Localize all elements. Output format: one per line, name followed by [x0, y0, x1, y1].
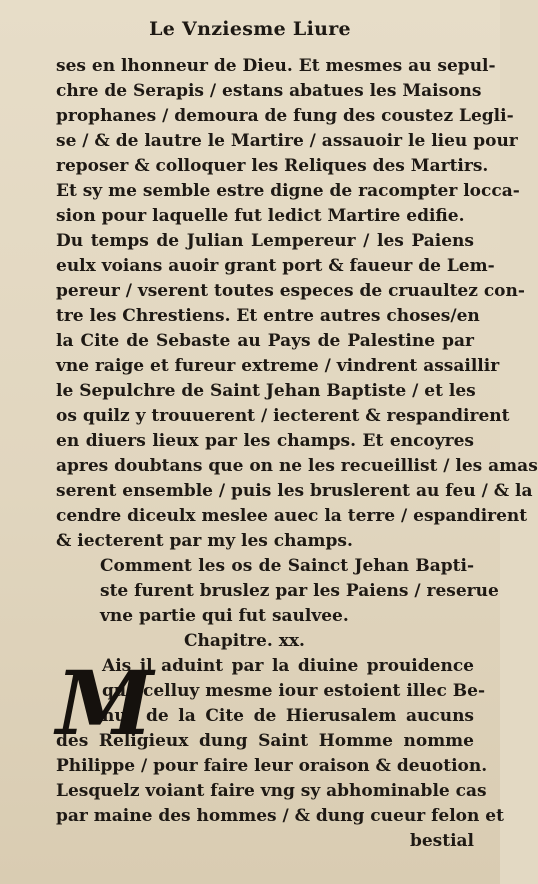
- text-line: vne raige et fureur extreme / vindrent assaillir: [56, 356, 500, 376]
- text-line: eulx voians auoir grant port & faueur de Lem-: [56, 256, 495, 276]
- text-line: prophanes / demoura de fung des coustez Legli-: [56, 106, 514, 126]
- chapter-heading: [56, 554, 499, 629]
- text-line: par maine des hommes / & dung cueur felon et: [56, 806, 504, 826]
- text-line: serent ensemble / puis les bruslerent au feu / & la: [56, 481, 533, 501]
- text-line: se / & de lautre le Martire / assauoir le lieu pour: [56, 131, 518, 151]
- text-line: Et sy me semble estre digne de racompter locca-: [56, 181, 520, 201]
- text-line: sion pour laquelle fut ledict Martire edifie.: [56, 206, 465, 226]
- text-line: Comment les os de Sainct Jehan Bapti-: [100, 556, 474, 576]
- text-line: apres doubtans que on ne les recueillist / les amas: [56, 456, 538, 476]
- text-line: tre les Chrestiens. Et entre autres choses/en: [56, 306, 480, 326]
- text-line: vne partie qui fut saulvee.: [100, 606, 349, 626]
- text-line: os quilz y trouuerent / iecterent & respandirent: [56, 406, 510, 426]
- text-line: la Cite de Sebaste au Pays de Palestine par: [56, 331, 474, 351]
- text-line: Philippe / pour faire leur oraison & deuotion.: [56, 756, 488, 776]
- paragraph-2: [56, 229, 538, 554]
- text-line: chre de Serapis / estans abatues les Maisons: [56, 81, 482, 101]
- text-line: & iecterent par my les champs.: [56, 531, 353, 551]
- text-line: ste furent bruslez par les Paiens / reserue: [100, 581, 499, 601]
- drop-cap: M: [56, 651, 154, 755]
- text-line: Ais il aduint par la diuine prouidence: [102, 656, 474, 676]
- catchword: bestial: [409, 831, 474, 851]
- text-line: que celluy mesme iour estoient illec Be-: [102, 681, 486, 701]
- chapter-label: Chapitre. xx.: [184, 631, 305, 651]
- paragraph-1: [56, 54, 520, 229]
- running-head: Le Vnziesme Liure: [149, 18, 351, 40]
- text-line: nuz de la Cite de Hierusalem aucuns: [102, 706, 474, 726]
- text-line: Du temps de Julian Lempereur / les Paiens: [56, 231, 474, 251]
- text-line: des Religieux dung Saint Homme nomme: [56, 731, 474, 751]
- text-line: le Sepulchre de Saint Jehan Baptiste / et les: [56, 381, 476, 401]
- text-line: pereur / vserent toutes especes de cruaultez con-: [56, 281, 525, 301]
- text-line: cendre diceulx meslee auec la terre / espandirent: [56, 506, 528, 526]
- text-line: reposer & colloquer les Reliques des Martirs.: [56, 156, 489, 176]
- text-block: [56, 54, 538, 854]
- text-line: en diuers lieux par les champs. Et encoyres: [56, 431, 474, 451]
- text-line: ses en lhonneur de Dieu. Et mesmes au sepul-: [56, 56, 496, 76]
- text-line: Lesquelz voiant faire vng sy abhominable cas: [56, 781, 487, 801]
